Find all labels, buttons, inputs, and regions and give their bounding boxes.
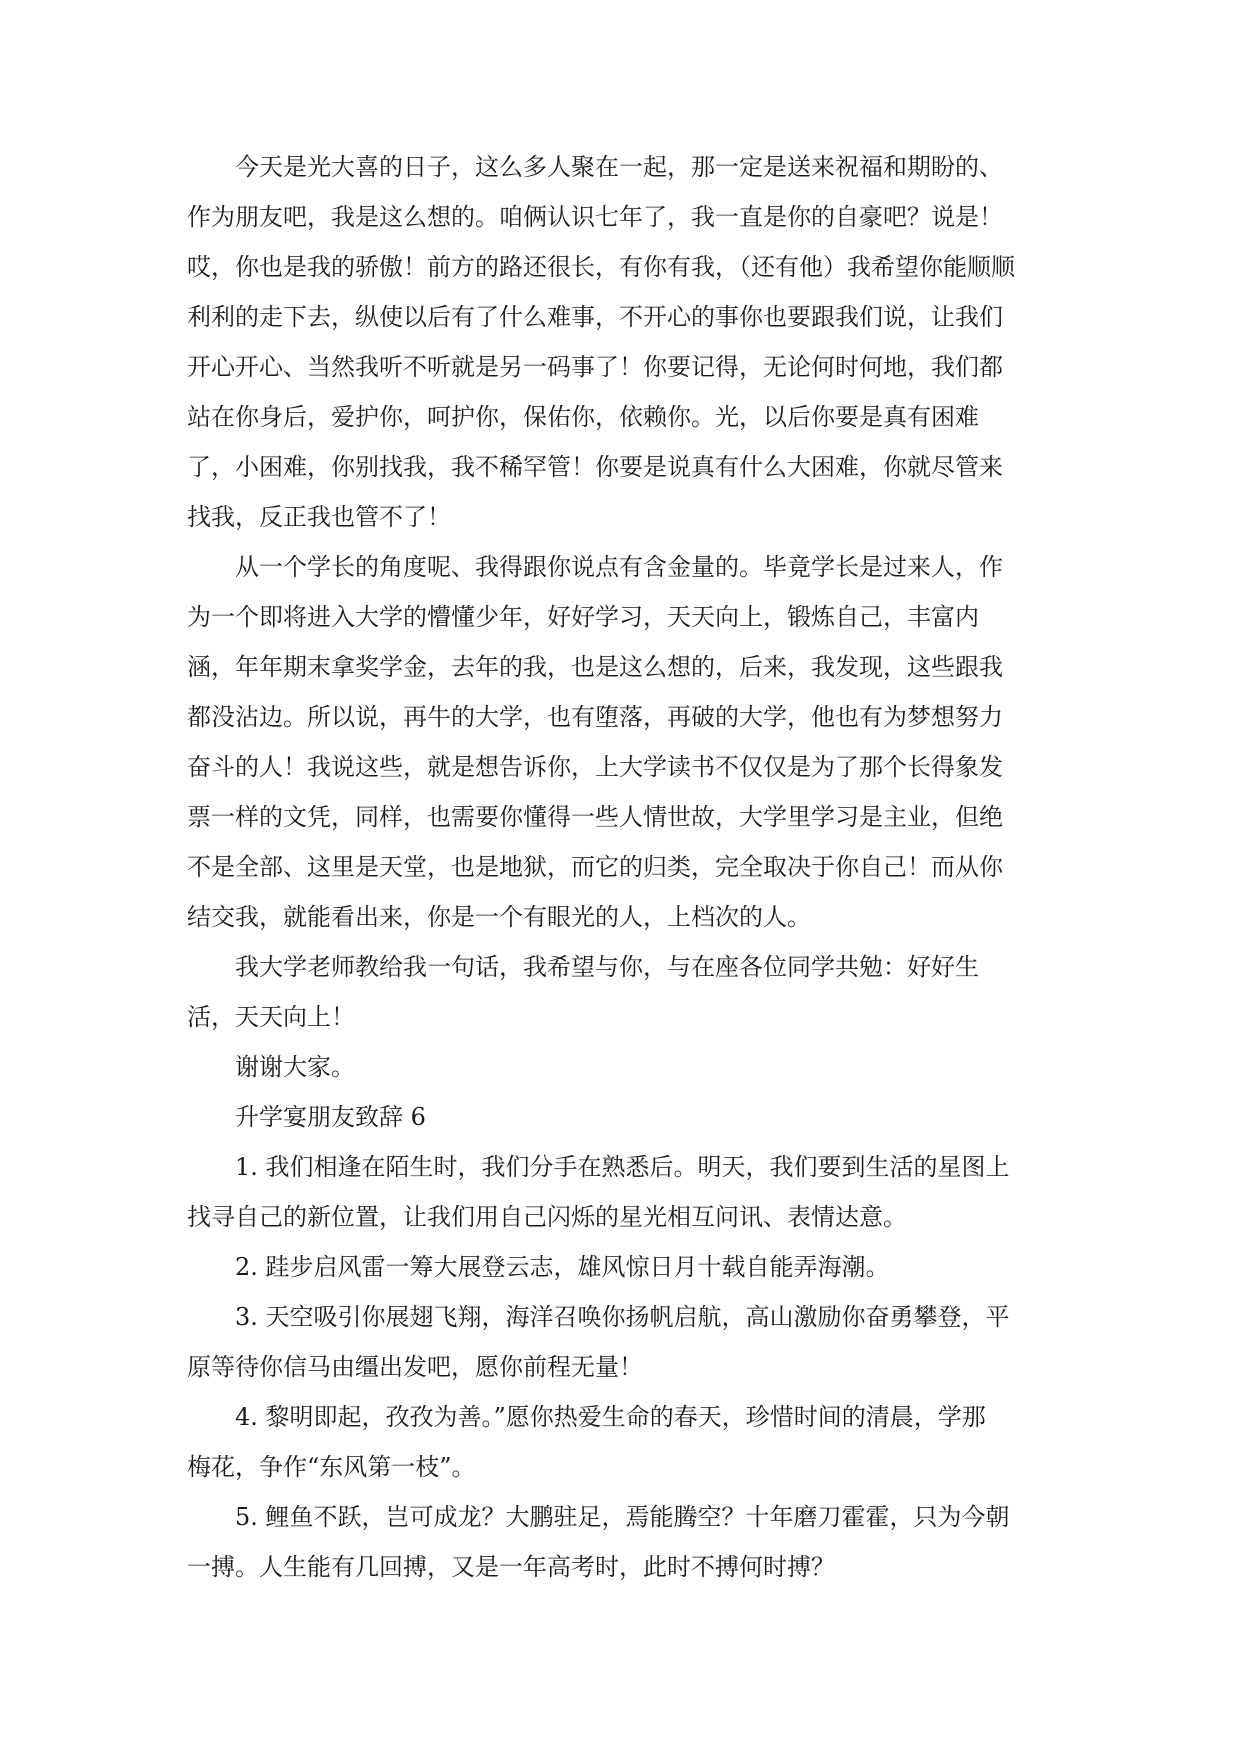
text-line: 找我，反正我也管不了！ [187,503,451,531]
text-line: 4. 黎明即起，孜孜为善。”愿你热爱生命的春天，珍惜时间的清晨，学那 [235,1403,986,1431]
text-line: 2. 跬步启风雷一筹大展登云志，雄风惊日月十载自能弄海潮。 [235,1253,890,1281]
text-line: 涵，年年期末拿奖学金，去年的我，也是这么想的，后来，我发现，这些跟我 [187,653,1003,681]
text-line: 原等待你信马由缰出发吧，愿你前程无量！ [187,1353,643,1381]
text-line: 哎，你也是我的骄傲！前方的路还很长，有你有我，（还有他）我希望你能顺顺 [187,253,1015,281]
text-line: 3. 天空吸引你展翅飞翔，海洋召唤你扬帆启航，高山激励你奋勇攀登，平 [235,1303,1010,1331]
text-line: 活，天天向上！ [187,1003,355,1031]
text-line: 奋斗的人！我说这些，就是想告诉你，上大学读书不仅仅是为了那个长得象发 [187,753,1003,781]
text-line: 5. 鲤鱼不跃，岂可成龙？大鹏驻足，焉能腾空？十年磨刀霍霍，只为今朝 [235,1503,1010,1531]
text-line: 结交我，就能看出来，你是一个有眼光的人，上档次的人。 [187,903,811,931]
text-line: 利利的走下去，纵使以后有了什么难事，不开心的事你也要跟我们说，让我们 [187,303,1003,331]
text-line: 今天是光大喜的日子，这么多人聚在一起，那一定是送来祝福和期盼的、 [235,153,1003,181]
text-line: 票一样的文凭，同样，也需要你懂得一些人情世故，大学里学习是主业，但绝 [187,803,1003,831]
text-line: 开心开心、当然我听不听就是另一码事了！你要记得，无论何时何地，我们都 [187,353,1003,381]
text-line: 谢谢大家。 [235,1053,355,1081]
text-line: 不是全部、这里是天堂，也是地狱，而它的归类，完全取决于你自己！而从你 [187,853,1003,881]
text-line: 作为朋友吧，我是这么想的。咱俩认识七年了，我一直是你的自豪吧？说是！ [187,203,1003,231]
text-line: 梅花，争作“东风第一枝”。 [187,1453,476,1481]
document-body [187,142,1045,1592]
text-line: 了，小困难，你别找我，我不稀罕管！你要是说真有什么大困难，你就尽管来 [187,453,1003,481]
text-line: 站在你身后，爱护你，呵护你，保佑你，依赖你。光，以后你要是真有困难 [187,403,979,431]
text-line: 我大学老师教给我一句话，我希望与你，与在座各位同学共勉：好好生 [235,953,979,981]
text-line: 1. 我们相逢在陌生时，我们分手在熟悉后。明天，我们要到生活的星图上 [235,1153,1010,1181]
text-line: 一搏。人生能有几回搏，又是一年高考时，此时不搏何时搏？ [187,1553,835,1581]
text-line: 都没沾边。所以说，再牛的大学，也有堕落，再破的大学，他也有为梦想努力 [187,703,1003,731]
text-line: 升学宴朋友致辞 6 [235,1103,426,1131]
text-line: 从一个学长的角度呢、我得跟你说点有含金量的。毕竟学长是过来人，作 [235,553,1003,581]
text-line: 找寻自己的新位置，让我们用自己闪烁的星光相互问讯、表情达意。 [187,1203,907,1231]
text-line: 为一个即将进入大学的懵懂少年，好好学习，天天向上，锻炼自己，丰富内 [187,603,979,631]
